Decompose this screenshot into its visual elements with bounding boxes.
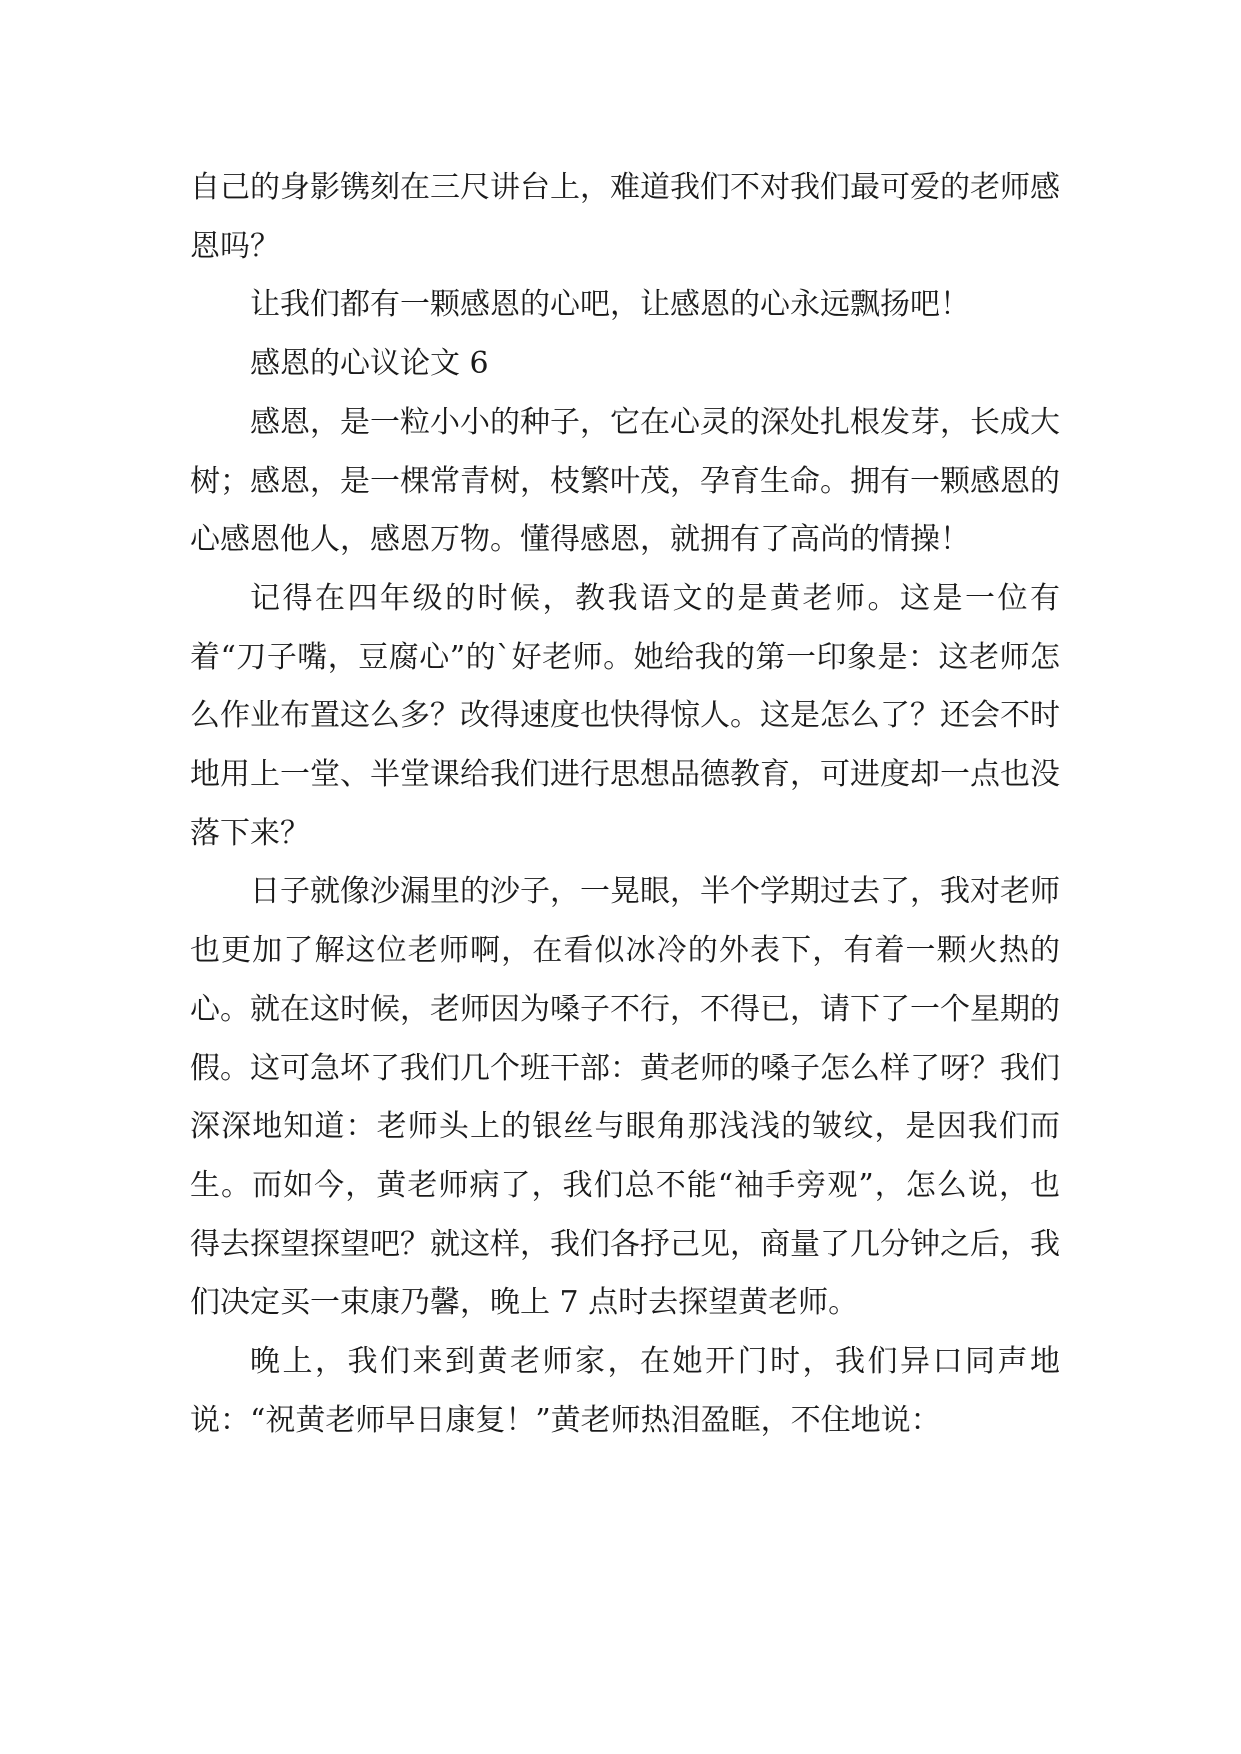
paragraph-2: 让我们都有一颗感恩的心吧，让感恩的心永远飘扬吧！ <box>250 287 970 323</box>
paragraph-5: 日子就像沙漏里的沙子，一晃眼，半个学期过去了，我对老师也更加了解这位老师啊，在看似冰冷的外表下，有着一颗火热的心。就在这时候，老师因为嗓子不行，不得已，请下了一个星期的假。这可急坏了我们几个班干部：黄老师的嗓子怎么样了呀？我们深深地知道：老师头上的银丝与眼角那浅浅的皱纹，是因我们而生。而如今，黄老师病了，我们总不能“袖手旁观”，怎么说，也得去探望探望吧？就这样，我们各抒己见，商量了几分钟之后，我们决定买一束康乃馨，晚上 7 点时去探望黄老师。 <box>190 874 1060 1321</box>
paragraph-6: 晚上，我们来到黄老师家，在她开门时，我们异口同声地说：“祝黄老师早日康复！”黄老师热泪盈眶，不住地说： <box>190 1344 1060 1438</box>
paragraph-4: 记得在四年级的时候，教我语文的是黄老师。这是一位有着“刀子嘴，豆腐心”的`好老师。她给我的第一印象是：这老师怎么作业布置这么多？改得速度也快得惊人。这是怎么了？还会不时地用上一堂、半堂课给我们进行思想品德教育，可进度却一点也没落下来？ <box>190 580 1060 851</box>
paragraph-1: 自己的身影镌刻在三尺讲台上，难道我们不对我们最可爱的老师感恩吗？ <box>190 170 1060 264</box>
document-body <box>190 159 1060 1450</box>
section-heading: 感恩的心议论文 6 <box>250 346 489 382</box>
paragraph-3: 感恩，是一粒小小的种子，它在心灵的深处扎根发芽，长成大树；感恩，是一棵常青树，枝繁叶茂，孕育生命。拥有一颗感恩的心感恩他人，感恩万物。懂得感恩，就拥有了高尚的情操！ <box>190 404 1060 558</box>
